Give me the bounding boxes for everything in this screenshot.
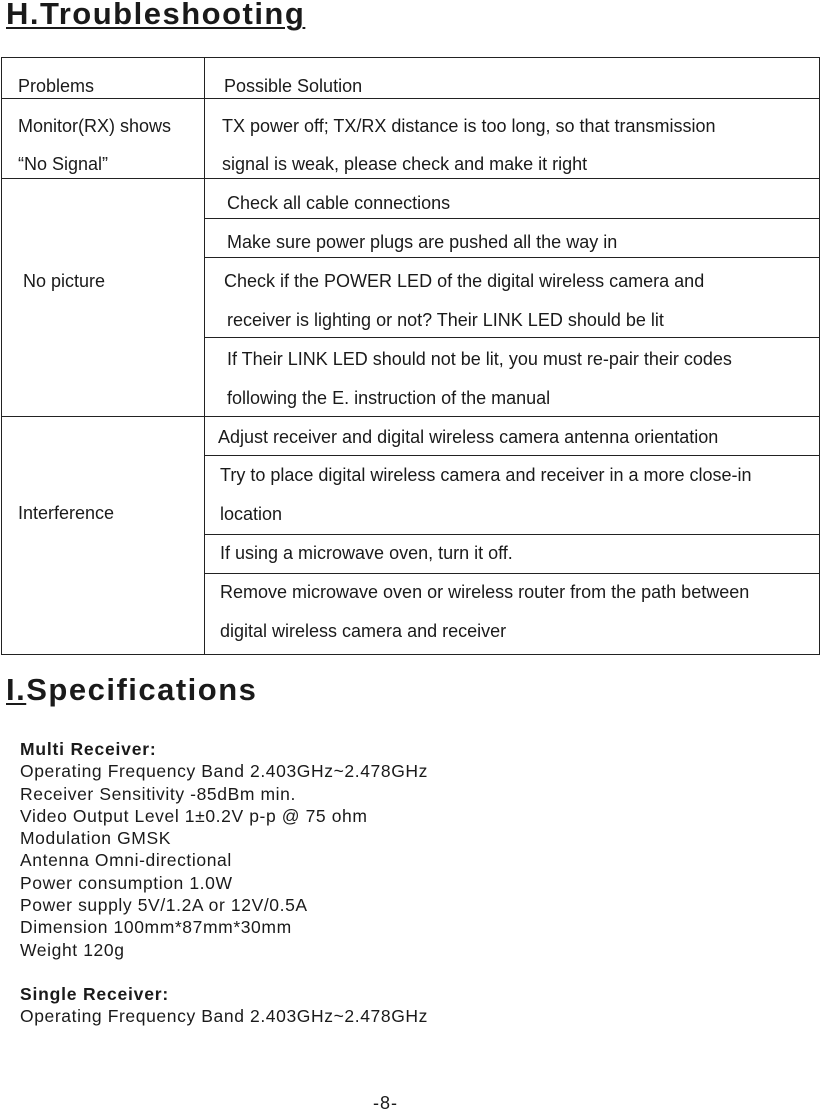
- spec-item: Receiver Sensitivity -85dBm min.: [20, 783, 296, 804]
- spec-item: Operating Frequency Band 2.403GHz~2.478GHz: [20, 761, 428, 782]
- spec-item: Modulation GMSK: [20, 828, 172, 849]
- solution-text: Make sure power plugs are pushed all the way in: [227, 232, 618, 252]
- problem-no-picture: No picture: [23, 271, 106, 291]
- row-divider: [205, 455, 819, 456]
- solution-text: If Their LINK LED should not be lit, you must re-pair their codes: [227, 349, 732, 369]
- header-solution: Possible Solution: [224, 76, 363, 96]
- row-divider: [205, 257, 819, 258]
- solution-text: receiver is lighting or not? Their LINK LED should be lit: [227, 310, 664, 330]
- spec-item: Antenna Omni-directional: [20, 850, 232, 871]
- troubleshooting-table: [1, 57, 820, 655]
- column-divider: [204, 58, 205, 654]
- solution-text: digital wireless camera and receiver: [220, 621, 507, 641]
- row-divider: [205, 337, 819, 338]
- multi-receiver-heading: Multi Receiver:: [20, 739, 157, 759]
- spec-item: Weight 120g: [20, 939, 125, 960]
- solution-text: Remove microwave oven or wireless router from the path between: [220, 582, 750, 602]
- row-divider: [205, 534, 819, 535]
- solution-text: signal is weak, please check and make it right: [222, 154, 588, 174]
- spec-item: Power supply 5V/1.2A or 12V/0.5A: [20, 895, 308, 916]
- problem-no-signal: “No Signal”: [18, 154, 109, 174]
- problem-no-signal: Monitor(RX) shows: [18, 116, 172, 136]
- row-divider: [2, 98, 819, 99]
- specifications-list: [20, 738, 428, 1028]
- specifications-title: I.Specifications: [6, 672, 258, 707]
- spec-item: Dimension 100mm*87mm*30mm: [20, 917, 292, 938]
- solution-text: TX power off; TX/RX distance is too long, so that transmission: [222, 116, 716, 136]
- solution-text: Try to place digital wireless camera and receiver in a more close-in: [220, 465, 752, 485]
- solution-text: If using a microwave oven, turn it off.: [220, 543, 513, 563]
- header-problems: Problems: [18, 76, 95, 96]
- row-divider: [2, 178, 819, 179]
- solution-text: following the E. instruction of the manual: [227, 388, 551, 408]
- row-divider: [2, 416, 819, 417]
- spec-item: Video Output Level 1±0.2V p-p @ 75 ohm: [20, 805, 368, 826]
- troubleshooting-title: H.Troubleshooting: [6, 0, 306, 31]
- row-divider: [205, 218, 819, 219]
- solution-text: Check all cable connections: [227, 193, 451, 213]
- solution-text: Check if the POWER LED of the digital wireless camera and: [224, 271, 705, 291]
- single-receiver-heading: Single Receiver:: [20, 983, 169, 1004]
- solution-text: location: [220, 504, 283, 524]
- row-divider: [205, 573, 819, 574]
- problem-interference: Interference: [18, 503, 115, 523]
- spec-item: Power consumption 1.0W: [20, 872, 233, 893]
- page-number: -8-: [373, 1093, 398, 1113]
- solution-text: Adjust receiver and digital wireless camera antenna orientation: [218, 427, 719, 447]
- spec-item: Operating Frequency Band 2.403GHz~2.478GHz: [20, 1006, 428, 1027]
